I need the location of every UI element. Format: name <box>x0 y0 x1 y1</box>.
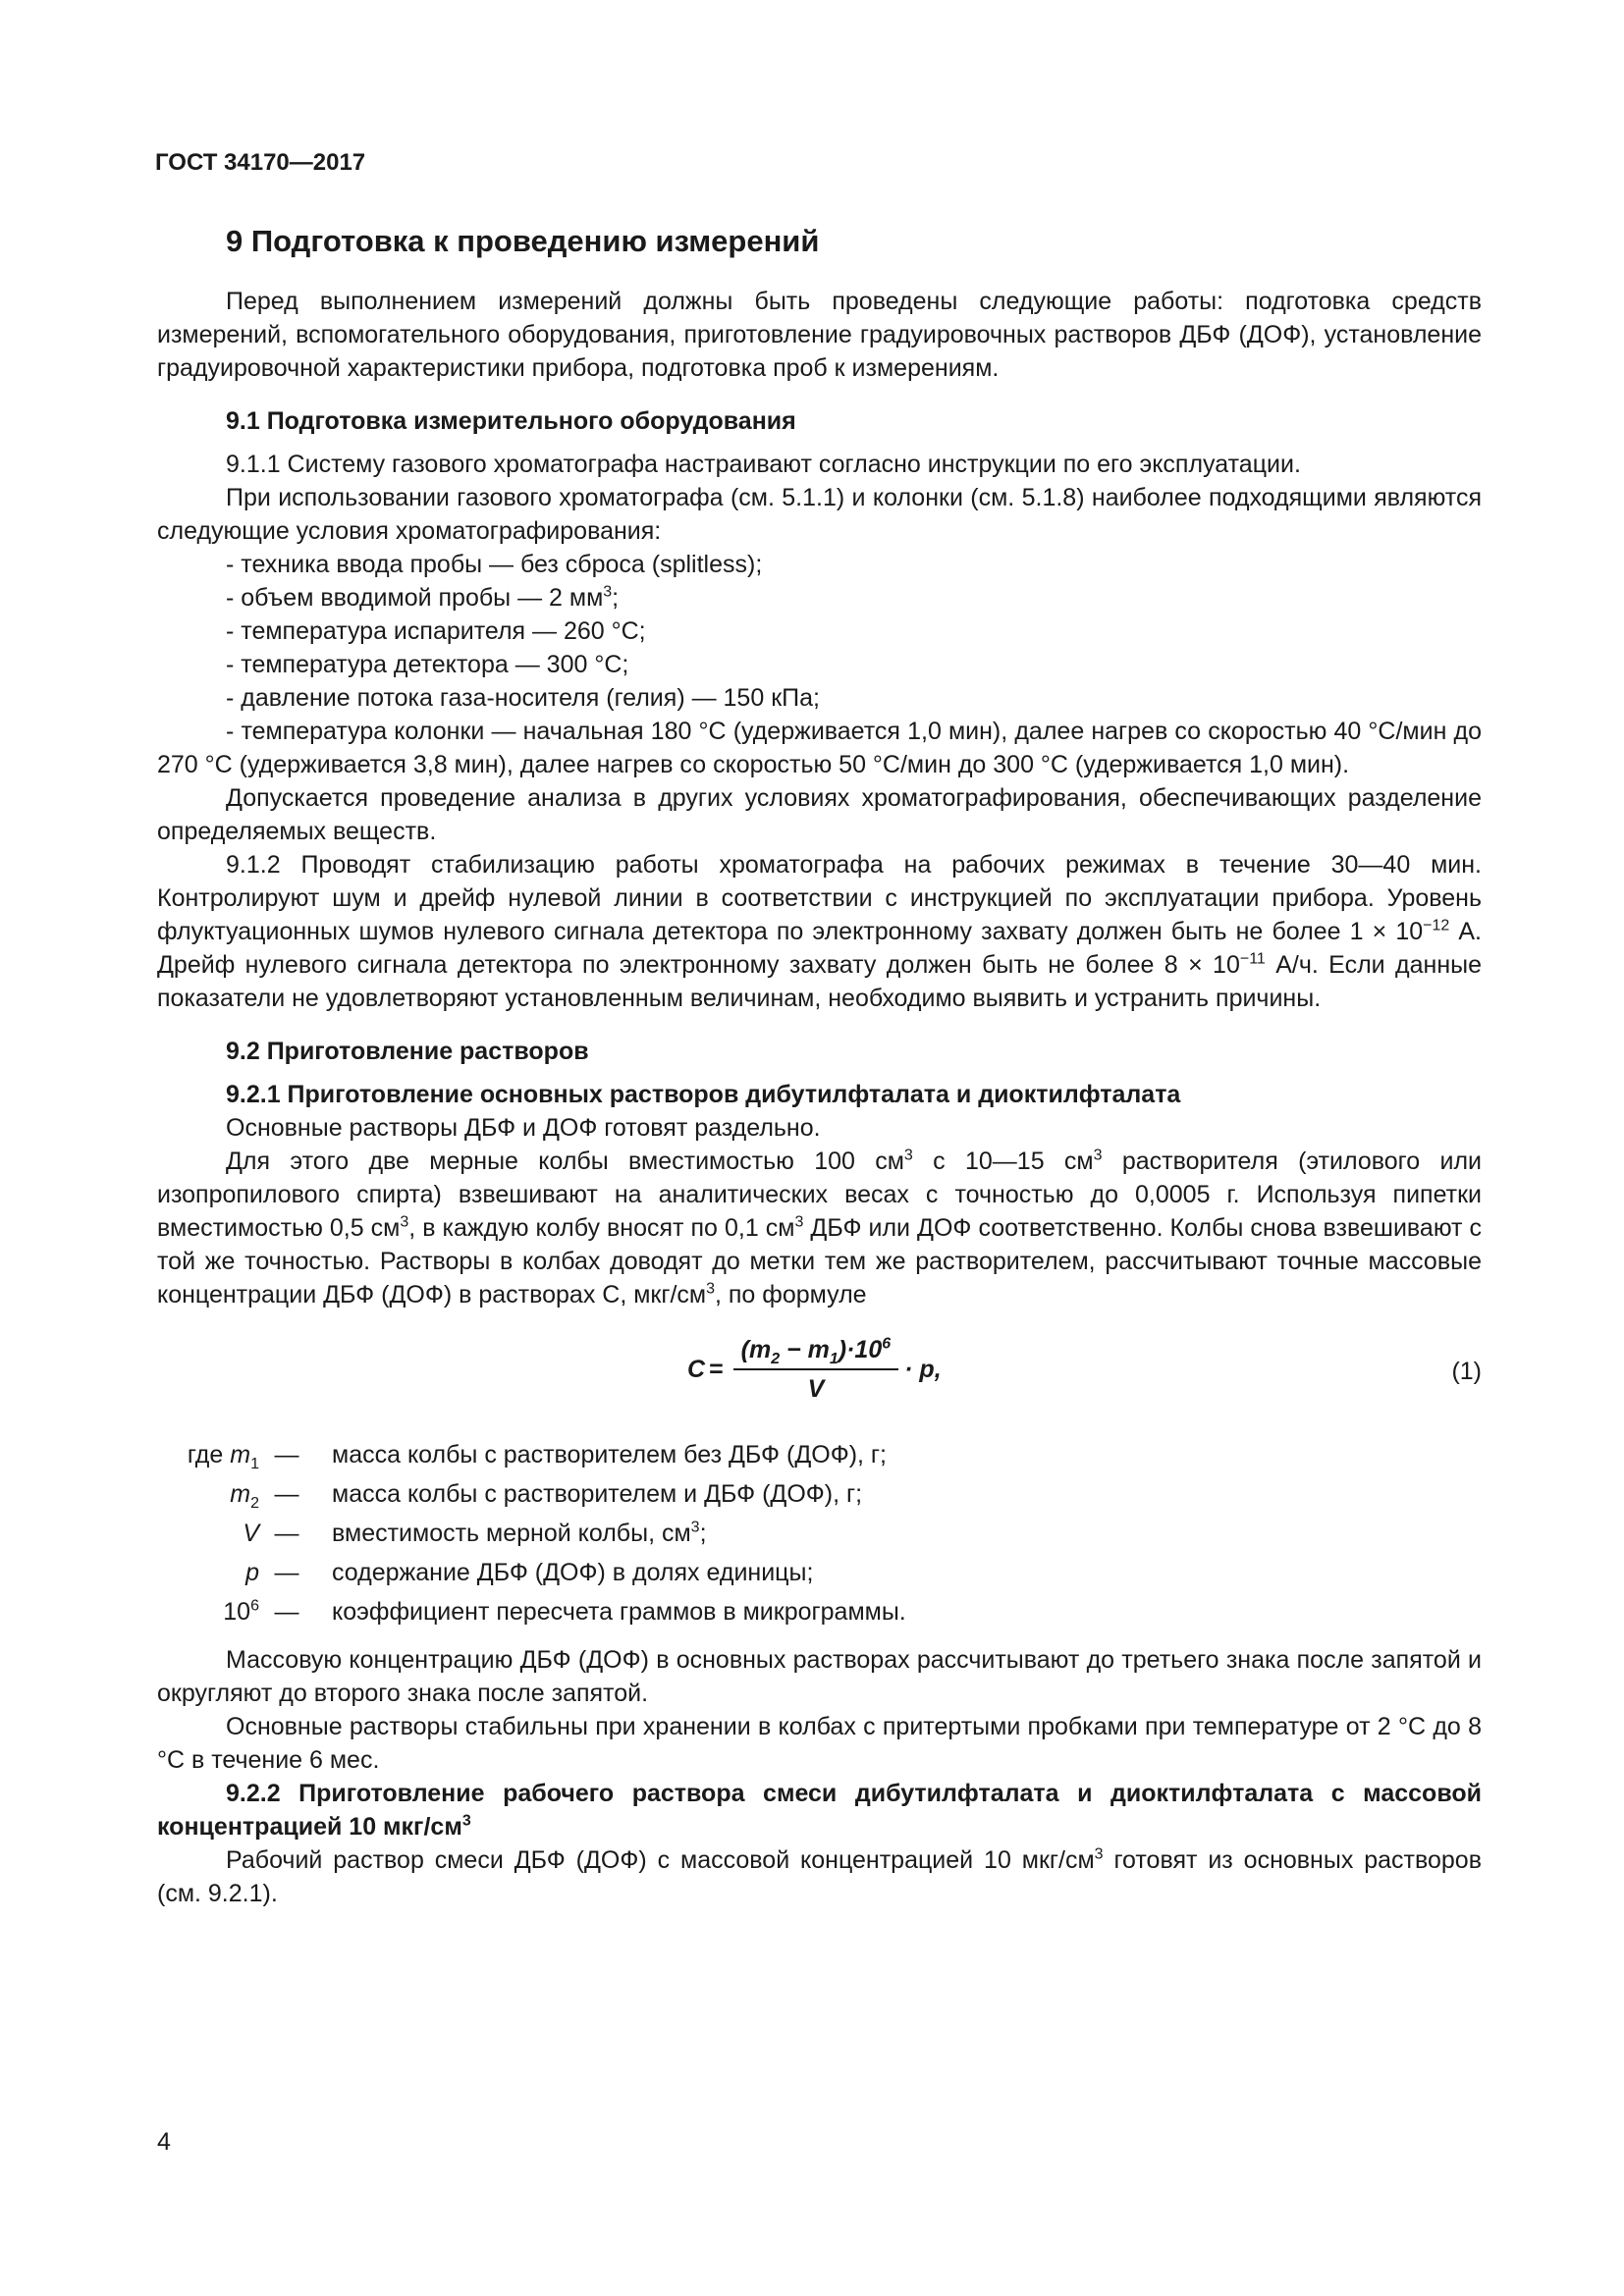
equation-number: (1) <box>1451 1358 1482 1385</box>
list-item: - техника ввода пробы — без сброса (splitless); <box>226 551 763 578</box>
paragraph-separately: Основные растворы ДБФ и ДОФ готовят раздельно. <box>226 1114 821 1142</box>
formula-equals: = <box>709 1356 724 1383</box>
list-item: - температура детектора — 300 °С; <box>226 651 629 678</box>
legend-row: $10^6$ — коэффициент пересчета граммов в микрограммы. <box>223 1597 906 1626</box>
legend-row: где $m_1$ — масса колбы с растворителем без ДБФ (ДОФ), г; <box>187 1441 887 1472</box>
formula-denominator: V <box>807 1375 825 1403</box>
section-title: 9 Подготовка к проведению измерений <box>226 224 820 258</box>
legend-row: p — содержание ДБФ (ДОФ) в долях единицы; <box>245 1559 814 1586</box>
paragraph-rounding: Массовую концентрацию ДБФ (ДОФ) в основных растворах рассчитывают до третьего знака после запятой и округляют до второго знака после запятой. <box>157 1646 1482 1707</box>
page-number: 4 <box>157 2128 171 2156</box>
paragraph-working-solution: Рабочий раствор смеси ДБФ (ДОФ) с массовой концентрацией 10 мкг/$см^3$ готовят из основных растворов (см. 9.2.1). <box>157 1845 1482 1907</box>
subsection-9-2-2-title: 9.2.2 Приготовление рабочего раствора смеси дибутилфталата и диоктилфталата с массовой концентрацией 10 мкг/$см^3$ <box>157 1780 1482 1841</box>
paragraph-9-1-1: 9.1.1 Систему газового хроматографа настраивают согласно инструкции по его эксплуатации. <box>226 451 1301 478</box>
formula-numerator: $(m_2 - m_1)\cdot 10^6$ <box>733 1333 898 1370</box>
subsection-9-2-1-title: 9.2.1 Приготовление основных растворов дибутилфталата и диоктилфталата <box>226 1081 1181 1108</box>
list-item: - давление потока газа-носителя (гелия) — 150 кПа; <box>226 684 820 712</box>
legend-row: $m_2$ — масса колбы с растворителем и ДБФ (ДОФ), г; <box>230 1480 863 1512</box>
standard-number: ГОСТ 34170—2017 <box>155 149 366 176</box>
legend-row: V — вместимость мерной колбы, $см^3$; <box>243 1519 707 1547</box>
variable-legend <box>157 1435 1482 1631</box>
document-body <box>157 285 1482 1910</box>
paragraph-procedure: Для этого две мерные колбы вместимостью 100 $см^3$ с 10—15 $см^3$ растворителя (этилового или изопропилового спирта) взвешивают на аналитических весах с точностью до 0,0005 г. Используя пипетки вместимостью 0,5 $см^3$, в каждую колбу вносят по 0,1 $см^3$ ДБФ или ДОФ соответственно. Колбы снова взвешивают с той же точностью. Растворы в колбах доводят до метки тем же растворителем, рассчитывают точные массовые концентрации ДБФ (ДОФ) в растворах С, мкг/$см^3$, по формуле <box>157 1147 1483 1308</box>
formula <box>687 1333 942 1406</box>
subsection-9-2-title: 9.2 Приготовление растворов <box>226 1038 589 1065</box>
list-item: - объем вводимой пробы — 2 $мм^3$; <box>226 583 620 612</box>
paragraph-conditions: При использовании газового хроматографа (см. 5.1.1) и колонки (см. 5.1.8) наиболее подходящими являются следующие условия хроматографирования: <box>157 484 1482 545</box>
paragraph-allowance: Допускается проведение анализа в других условиях хроматографирования, обеспечивающих разделение определяемых веществ. <box>157 784 1482 845</box>
list-item: - температура колонки — начальная 180 °С (удерживается 1,0 мин), далее нагрев со скоростью 40 °С/мин до 270 °С (удерживается 3,8 мин), далее нагрев со скоростью 50 °С/мин до 300 °С (удерживается 1,0 мин). <box>157 718 1482 778</box>
list-item: - температура испарителя — 260 °С; <box>226 617 646 645</box>
formula-tail: · p, <box>904 1356 942 1383</box>
formula-block <box>157 1325 1482 1431</box>
intro-paragraph: Перед выполнением измерений должны быть проведены следующие работы: подготовка средств измерений, вспомогательного оборудования, приготовление градуировочных растворов ДБФ (ДОФ), установление градуировочной характеристики прибора, подготовка проб к измерениям. <box>157 288 1482 382</box>
paragraph-stability: Основные растворы стабильны при хранении в колбах с притертыми пробками при температуре от 2 °С до 8 °С в течение 6 мес. <box>157 1713 1482 1774</box>
formula-lhs: C <box>687 1356 706 1383</box>
formula-fraction <box>733 1333 898 1406</box>
paragraph-9-1-2: 9.1.2 Проводят стабилизацию работы хроматографа на рабочих режимах в течение 30—40 мин. Контролируют шум и дрейф нулевой линии в соответствии с инструкцией по эксплуатации прибора. Уровень флуктуационных шумов нулевого сигнала детектора по электронному захвату должен быть не более $1 \times 10^{-12}$ А. Дрейф нулевого сигнала детектора по электронному захвату должен быть не более $8 \times 10^{-11}$ А/ч. Если данные показатели не удовлетворяют установленным величинам, необходимо выявить и устранить причины. <box>157 851 1482 1012</box>
subsection-9-1-title: 9.1 Подготовка измерительного оборудования <box>226 407 796 435</box>
